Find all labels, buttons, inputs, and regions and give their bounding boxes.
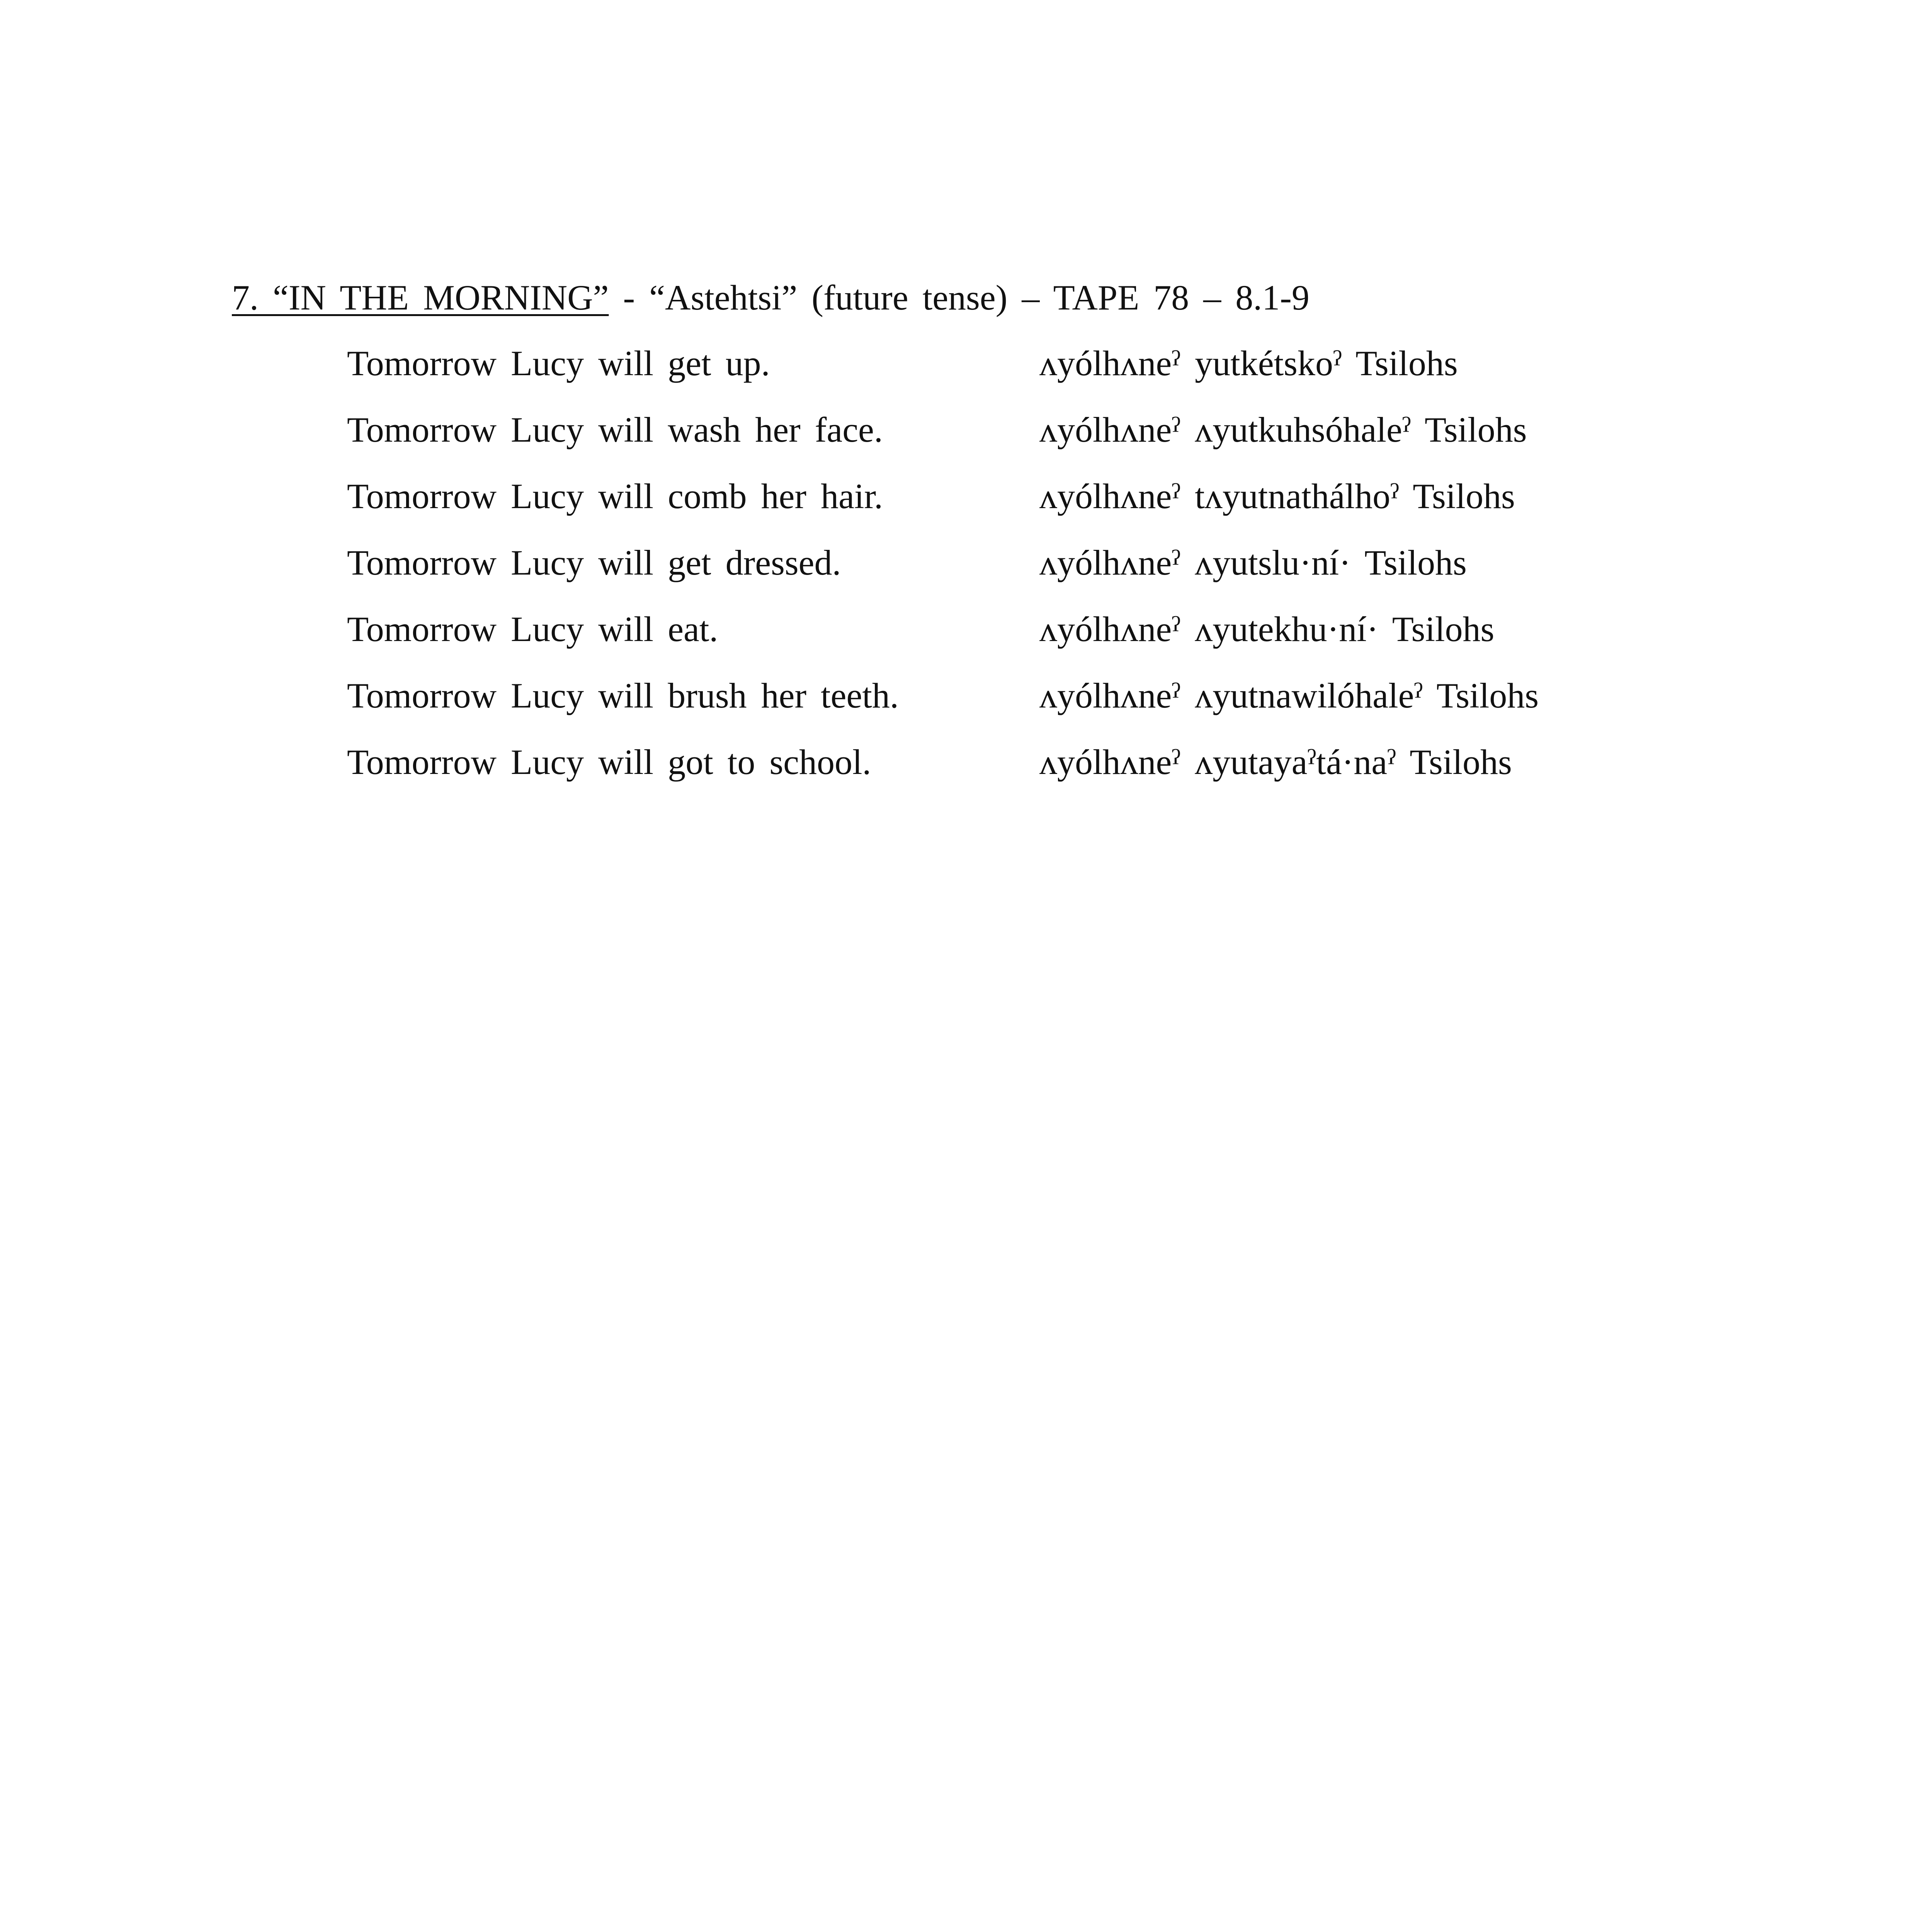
translated-phrase: ʌyólhʌneˀ tʌyutnathálhoˀ Tsilohs <box>1039 476 1515 516</box>
english-phrase: Tomorrow Lucy will comb her hair. <box>347 476 883 516</box>
phrase-row <box>0 406 1932 464</box>
english-phrase: Tomorrow Lucy will brush her teeth. <box>347 676 899 715</box>
translated-phrase: ʌyólhʌneˀ ʌyutekhu·ní· Tsilohs <box>1039 609 1495 649</box>
phrase-row <box>0 539 1932 597</box>
translated-phrase: ʌyólhʌneˀ ʌyutslu·ní· Tsilohs <box>1039 543 1467 582</box>
english-phrase: Tomorrow Lucy will get dressed. <box>347 543 841 582</box>
translated-phrase: ʌyólhʌneˀ ʌyutayaˀtá·naˀ Tsilohs <box>1039 742 1512 782</box>
phrase-row <box>0 672 1932 730</box>
translated-phrase: ʌyólhʌneˀ ʌyutkuhsóhaleˀ Tsilohs <box>1039 410 1527 449</box>
phrase-row <box>0 340 1932 398</box>
phrase-row <box>0 606 1932 664</box>
phrase-row <box>0 739 1932 797</box>
translated-phrase: ʌyólhʌneˀ yutkétskoˀ Tsilohs <box>1039 344 1458 383</box>
english-phrase: Tomorrow Lucy will eat. <box>347 609 718 649</box>
phrase-row <box>0 473 1932 531</box>
english-phrase: Tomorrow Lucy will get up. <box>347 344 770 383</box>
section-title: 7. “IN THE MORNING” <box>232 278 609 317</box>
english-phrase: Tomorrow Lucy will wash her face. <box>347 410 883 449</box>
translated-phrase: ʌyólhʌneˀ ʌyutnawilóhaleˀ Tsilohs <box>1039 676 1539 715</box>
section-subtitle: - “Astehtsi” (future tense) – TAPE 78 – 8.1-9 <box>609 278 1310 317</box>
english-phrase: Tomorrow Lucy will got to school. <box>347 742 871 782</box>
